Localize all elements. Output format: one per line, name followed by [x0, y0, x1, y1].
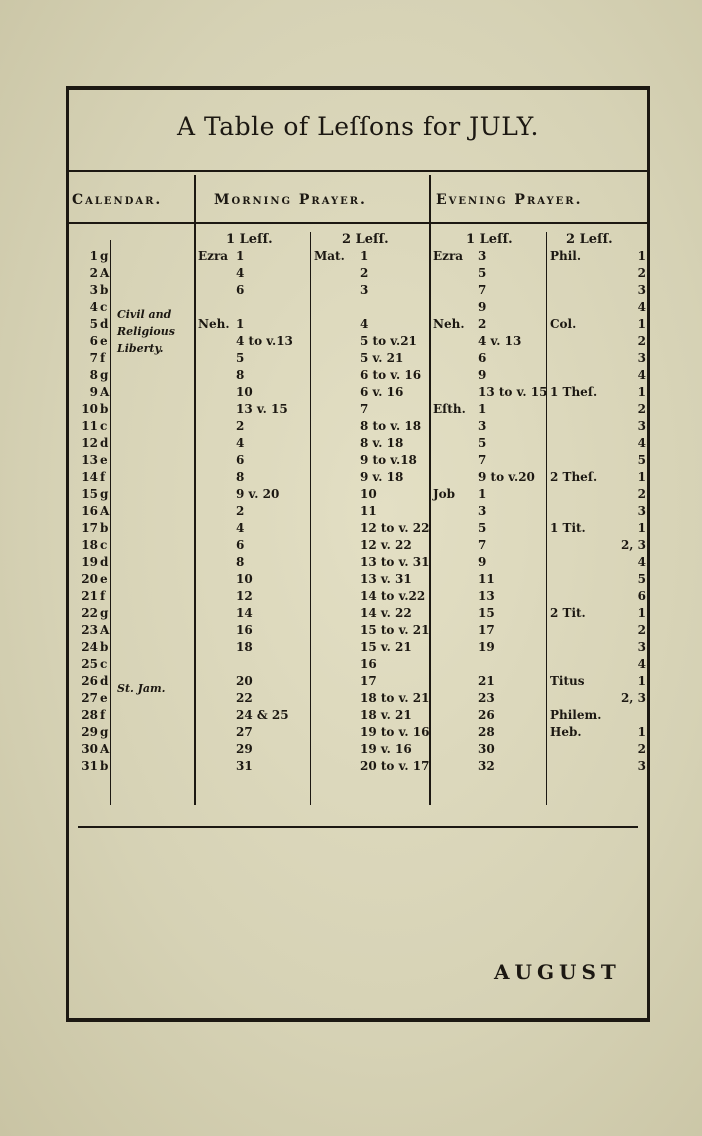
- table-cell-e2b: Phil.: [550, 249, 582, 263]
- table-cell-e2: 1: [637, 521, 646, 535]
- table-cell-e1: 1: [478, 402, 487, 416]
- table-cell-m2: 17: [360, 674, 377, 688]
- table-cell-day: 6: [89, 334, 98, 348]
- table-cell-m1: 6: [236, 453, 245, 467]
- column-divider: [429, 175, 431, 805]
- table-cell-m1: 8: [236, 470, 245, 484]
- table-cell-e2: 2: [637, 623, 646, 637]
- page-title: A Table of Leſſons for JULY.: [177, 112, 539, 141]
- table-cell-m2: 19 v. 16: [360, 742, 412, 756]
- table-cell-letter: A: [100, 266, 110, 280]
- table-cell-e2: 1: [637, 606, 646, 620]
- table-cell-letter: c: [100, 657, 108, 671]
- table-cell-letter: b: [100, 640, 109, 654]
- table-cell-m1: 2: [236, 419, 245, 433]
- table-cell-e1: 5: [478, 521, 487, 535]
- table-cell-e1: 3: [478, 504, 487, 518]
- table-cell-m1: 4: [236, 521, 245, 535]
- table-cell-day: 19: [81, 555, 98, 569]
- table-cell-e2: 1: [637, 249, 646, 263]
- table-cell-e1: 15: [478, 606, 495, 620]
- table-cell-letter: f: [100, 470, 106, 484]
- table-cell-letter: b: [100, 402, 109, 416]
- table-cell-e1: 21: [478, 674, 495, 688]
- table-cell-m2: 16: [360, 657, 377, 671]
- table-cell-m1: 5: [236, 351, 245, 365]
- table-cell-letter: g: [100, 606, 109, 620]
- table-cell-m1: 4 to v.13: [236, 334, 293, 348]
- table-cell-letter: c: [100, 419, 108, 433]
- table-cell-m2: 4: [360, 317, 369, 331]
- table-cell-e2: 1: [637, 725, 646, 739]
- table-cell-day: 13: [81, 453, 98, 467]
- table-cell-letter: d: [100, 674, 109, 688]
- table-cell-e1: 28: [478, 725, 495, 739]
- morning-prayer-header: Morning Prayer.: [214, 192, 367, 208]
- table-cell-day: 5: [89, 317, 98, 331]
- table-cell-e2: 5: [637, 453, 646, 467]
- calendar-note: Religious: [117, 325, 175, 338]
- table-cell-e1: 7: [478, 283, 487, 297]
- table-cell-day: 21: [81, 589, 98, 603]
- table-cell-m2: 12 v. 22: [360, 538, 412, 552]
- table-cell-m2: 5 v. 21: [360, 351, 404, 365]
- table-cell-day: 9: [89, 385, 98, 399]
- table-cell-letter: b: [100, 283, 109, 297]
- table-cell-e2: 3: [637, 351, 646, 365]
- table-cell-e1: 19: [478, 640, 495, 654]
- table-frame: [66, 86, 650, 1022]
- table-cell-e2: 3: [637, 283, 646, 297]
- table-cell-e1: 26: [478, 708, 495, 722]
- calendar-header: Calendar.: [72, 192, 163, 208]
- table-cell-m1: 31: [236, 759, 253, 773]
- table-cell-m2: 7: [360, 402, 369, 416]
- table-cell-e1b: Job: [433, 487, 456, 501]
- table-cell-e1: 7: [478, 538, 487, 552]
- table-cell-e2b: Titus: [550, 674, 585, 688]
- table-cell-letter: d: [100, 555, 109, 569]
- header-rule: [69, 222, 647, 224]
- table-cell-letter: A: [100, 504, 110, 518]
- table-cell-day: 8: [89, 368, 98, 382]
- column-divider: [310, 232, 311, 805]
- table-cell-m2b: Mat.: [314, 249, 345, 263]
- table-cell-letter: e: [100, 572, 108, 586]
- table-cell-m2: 15 to v. 21: [360, 623, 430, 637]
- table-cell-m1: 6: [236, 283, 245, 297]
- table-cell-m2: 12 to v. 22: [360, 521, 430, 535]
- table-cell-m1: 1: [236, 317, 245, 331]
- table-cell-e2b: 1 Theſ.: [550, 385, 598, 399]
- table-cell-e2b: 1 Tit.: [550, 521, 586, 535]
- table-cell-letter: b: [100, 759, 109, 773]
- table-cell-m2: 14 v. 22: [360, 606, 412, 620]
- table-cell-day: 17: [81, 521, 98, 535]
- table-cell-e1: 2: [478, 317, 487, 331]
- table-cell-e1: 9: [478, 300, 487, 314]
- table-cell-day: 12: [81, 436, 98, 450]
- table-cell-letter: d: [100, 317, 109, 331]
- table-cell-m1: 24 & 25: [236, 708, 289, 722]
- table-cell-m1b: Ezra: [198, 249, 229, 263]
- table-cell-m1: 10: [236, 572, 253, 586]
- table-cell-day: 16: [81, 504, 98, 518]
- table-cell-m2: 6 v. 16: [360, 385, 404, 399]
- table-cell-m1: 12: [236, 589, 253, 603]
- table-cell-e2: 4: [637, 436, 646, 450]
- table-cell-e1: 5: [478, 266, 487, 280]
- table-cell-day: 7: [89, 351, 98, 365]
- table-cell-day: 1: [89, 249, 98, 263]
- table-cell-m1: 8: [236, 368, 245, 382]
- table-cell-m2: 3: [360, 283, 369, 297]
- table-cell-m1: 1: [236, 249, 245, 263]
- table-cell-e1: 13: [478, 589, 495, 603]
- table-cell-e2: 6: [637, 589, 646, 603]
- table-cell-day: 25: [81, 657, 98, 671]
- table-cell-day: 26: [81, 674, 98, 688]
- table-cell-e2: 2: [637, 402, 646, 416]
- table-cell-m1: 6: [236, 538, 245, 552]
- table-cell-e1: 30: [478, 742, 495, 756]
- table-cell-m2: 8 v. 18: [360, 436, 404, 450]
- morning-second-lesson-header: 2 Leſſ.: [342, 232, 389, 247]
- table-cell-m1: 20: [236, 674, 253, 688]
- table-cell-letter: b: [100, 521, 109, 535]
- table-cell-e1: 3: [478, 249, 487, 263]
- table-cell-e1: 11: [478, 572, 495, 586]
- table-cell-e1: 4 v. 13: [478, 334, 522, 348]
- table-cell-e2: 4: [637, 555, 646, 569]
- table-cell-m2: 18 v. 21: [360, 708, 412, 722]
- table-cell-e2: 2: [637, 266, 646, 280]
- morning-first-lesson-header: 1 Leſſ.: [226, 232, 273, 247]
- table-cell-m1: 22: [236, 691, 253, 705]
- table-cell-day: 29: [81, 725, 98, 739]
- table-cell-letter: c: [100, 300, 108, 314]
- table-cell-e1: 9: [478, 555, 487, 569]
- calendar-note: Liberty.: [117, 342, 164, 355]
- table-cell-letter: g: [100, 487, 109, 501]
- table-cell-day: 28: [81, 708, 98, 722]
- table-cell-m1: 2: [236, 504, 245, 518]
- table-cell-e2: 2: [637, 742, 646, 756]
- table-cell-letter: A: [100, 742, 110, 756]
- table-cell-m1: 27: [236, 725, 253, 739]
- table-cell-m1: 10: [236, 385, 253, 399]
- table-cell-e2b: Col.: [550, 317, 577, 331]
- table-cell-m1: 4: [236, 436, 245, 450]
- table-cell-e2b: 2 Theſ.: [550, 470, 598, 484]
- table-cell-m2: 9 to v.18: [360, 453, 417, 467]
- calendar-note: Civil and: [117, 308, 172, 321]
- column-divider: [194, 175, 196, 805]
- table-cell-e2: 4: [637, 657, 646, 671]
- table-cell-e1: 32: [478, 759, 495, 773]
- table-cell-day: 20: [81, 572, 98, 586]
- table-cell-e1: 1: [478, 487, 487, 501]
- table-cell-letter: e: [100, 453, 108, 467]
- table-cell-m1: 9 v. 20: [236, 487, 280, 501]
- table-cell-m2: 13 v. 31: [360, 572, 412, 586]
- table-cell-e2: 5: [637, 572, 646, 586]
- table-cell-day: 14: [81, 470, 98, 484]
- column-divider: [546, 232, 547, 805]
- table-cell-letter: e: [100, 691, 108, 705]
- table-cell-e2: 1: [637, 385, 646, 399]
- table-cell-e1: 23: [478, 691, 495, 705]
- table-cell-letter: g: [100, 368, 109, 382]
- title-rule: [69, 170, 647, 172]
- table-cell-day: 15: [81, 487, 98, 501]
- table-cell-m2: 1: [360, 249, 369, 263]
- table-cell-letter: g: [100, 725, 109, 739]
- table-cell-m1: 13 v. 15: [236, 402, 288, 416]
- table-cell-day: 22: [81, 606, 98, 620]
- table-cell-e2: 3: [637, 419, 646, 433]
- calendar-note: St. Jam.: [117, 682, 166, 695]
- table-cell-e2: 2: [637, 487, 646, 501]
- table-cell-day: 24: [81, 640, 98, 654]
- table-cell-m2: 11: [360, 504, 377, 518]
- table-cell-e1: 17: [478, 623, 495, 637]
- table-cell-m1: 16: [236, 623, 253, 637]
- table-cell-m2: 14 to v.22: [360, 589, 426, 603]
- table-cell-e2: 1: [637, 317, 646, 331]
- table-cell-letter: f: [100, 708, 106, 722]
- table-cell-letter: e: [100, 334, 108, 348]
- table-cell-e2: 3: [637, 759, 646, 773]
- table-cell-day: 18: [81, 538, 98, 552]
- table-cell-m2: 15 v. 21: [360, 640, 412, 654]
- table-cell-e2: 3: [637, 504, 646, 518]
- table-cell-day: 3: [89, 283, 98, 297]
- table-cell-letter: c: [100, 538, 108, 552]
- table-cell-day: 11: [81, 419, 98, 433]
- evening-prayer-header: Evening Prayer.: [436, 192, 583, 208]
- table-cell-e2: 3: [637, 640, 646, 654]
- table-cell-m2: 6 to v. 16: [360, 368, 422, 382]
- table-cell-day: 4: [89, 300, 98, 314]
- table-cell-e2b: Heb.: [550, 725, 582, 739]
- table-cell-letter: f: [100, 589, 106, 603]
- table-cell-m1: 18: [236, 640, 253, 654]
- table-cell-e1: 13 to v. 15: [478, 385, 548, 399]
- table-cell-e2: 4: [637, 300, 646, 314]
- table-cell-day: 10: [81, 402, 98, 416]
- table-cell-e2b: Philem.: [550, 708, 602, 722]
- table-cell-day: 31: [81, 759, 98, 773]
- catchword: AUGUST: [494, 960, 621, 984]
- table-cell-e2b: 2 Tit.: [550, 606, 586, 620]
- table-cell-m1: 8: [236, 555, 245, 569]
- evening-first-lesson-header: 1 Leſſ.: [466, 232, 513, 247]
- table-cell-e2: 2, 3: [620, 538, 646, 552]
- table-cell-m2: 20 to v. 17: [360, 759, 430, 773]
- table-cell-e2: 4: [637, 368, 646, 382]
- table-cell-day: 2: [89, 266, 98, 280]
- table-cell-m2: 8 to v. 18: [360, 419, 422, 433]
- table-cell-e1: 3: [478, 419, 487, 433]
- table-cell-m2: 18 to v. 21: [360, 691, 430, 705]
- table-cell-e1: 5: [478, 436, 487, 450]
- table-cell-m2: 10: [360, 487, 377, 501]
- table-cell-letter: d: [100, 436, 109, 450]
- table-cell-m2: 9 v. 18: [360, 470, 404, 484]
- table-cell-m1: 29: [236, 742, 253, 756]
- table-cell-day: 30: [81, 742, 98, 756]
- table-cell-m1b: Neh.: [198, 317, 230, 331]
- table-cell-e2: 2: [637, 334, 646, 348]
- table-cell-e1: 7: [478, 453, 487, 467]
- table-bottom-rule: [78, 826, 638, 828]
- table-cell-letter: g: [100, 249, 109, 263]
- evening-second-lesson-header: 2 Leſſ.: [566, 232, 613, 247]
- table-cell-e2: 2, 3: [620, 691, 646, 705]
- table-cell-e1b: Ezra: [433, 249, 464, 263]
- table-cell-m2: 5 to v.21: [360, 334, 417, 348]
- table-cell-e2: 1: [637, 470, 646, 484]
- table-cell-letter: A: [100, 385, 110, 399]
- table-cell-e1: 9 to v.20: [478, 470, 535, 484]
- table-cell-m2: 19 to v. 16: [360, 725, 430, 739]
- table-cell-e1b: Eſth.: [433, 402, 466, 416]
- table-cell-letter: A: [100, 623, 110, 637]
- table-cell-day: 23: [81, 623, 98, 637]
- table-cell-m1: 4: [236, 266, 245, 280]
- table-cell-e1: 9: [478, 368, 487, 382]
- table-cell-day: 27: [81, 691, 98, 705]
- table-cell-m2: 2: [360, 266, 369, 280]
- table-cell-e1b: Neh.: [433, 317, 465, 331]
- table-cell-letter: f: [100, 351, 106, 365]
- table-cell-m2: 13 to v. 31: [360, 555, 430, 569]
- table-cell-m1: 14: [236, 606, 253, 620]
- table-cell-e2: 1: [637, 674, 646, 688]
- table-cell-e1: 6: [478, 351, 487, 365]
